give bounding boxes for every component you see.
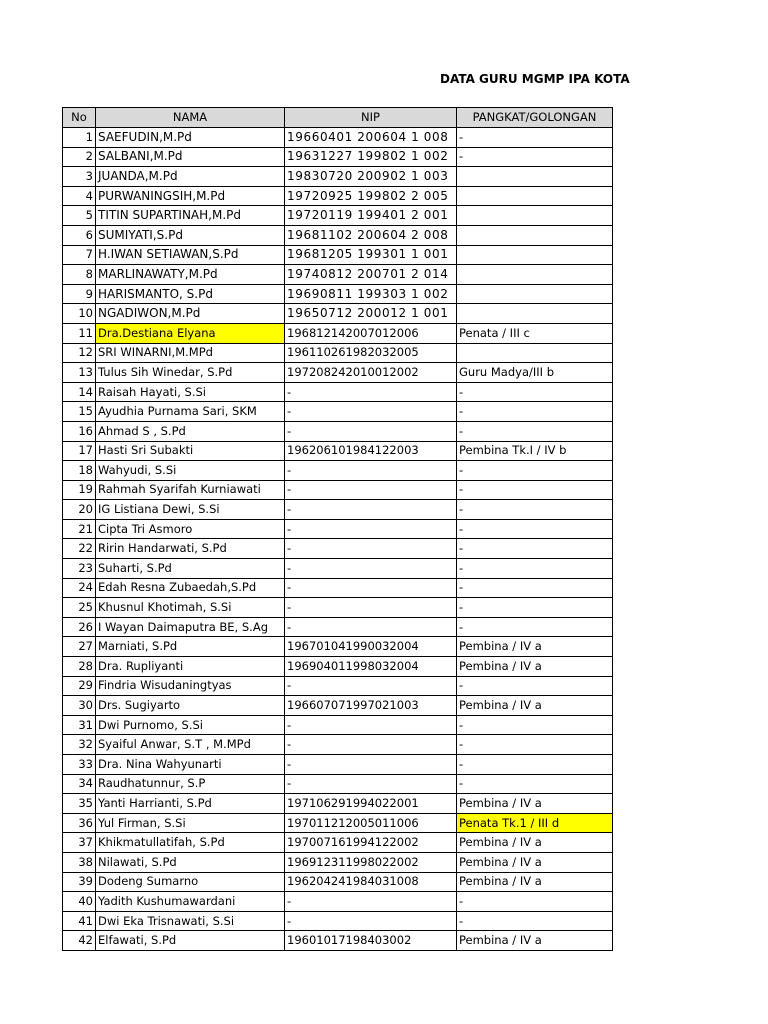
row-nip: 197106291994022001 xyxy=(285,794,457,814)
row-nip: - xyxy=(285,559,457,579)
table-row xyxy=(63,559,613,579)
row-pangkat: Penata Tk.1 / III d xyxy=(457,813,613,833)
table-row xyxy=(63,284,613,304)
table-row xyxy=(63,637,613,657)
row-nip: 197011212005011006 xyxy=(285,813,457,833)
row-nip: 19601017198403002 xyxy=(285,931,457,951)
row-nip: 196607071997021003 xyxy=(285,696,457,716)
row-nip: - xyxy=(285,598,457,618)
teacher-table xyxy=(62,107,613,951)
row-nama: Dwi Purnomo, S.Si xyxy=(96,715,285,735)
table-body xyxy=(63,128,613,951)
table-row xyxy=(63,225,613,245)
row-nip: 19681102 200604 2 008 xyxy=(285,225,457,245)
row-nip: - xyxy=(285,578,457,598)
row-pangkat: Pembina / IV a xyxy=(457,872,613,892)
row-no: 17 xyxy=(63,441,96,461)
table-row xyxy=(63,186,613,206)
row-pangkat: - xyxy=(457,147,613,167)
row-pangkat: Pembina / IV a xyxy=(457,852,613,872)
row-pangkat: - xyxy=(457,598,613,618)
table-row xyxy=(63,206,613,226)
row-nama: SUMIYATI,S.Pd xyxy=(96,225,285,245)
row-nip: - xyxy=(285,892,457,912)
row-no: 29 xyxy=(63,676,96,696)
row-nip: - xyxy=(285,676,457,696)
row-pangkat xyxy=(457,186,613,206)
row-pangkat: Pembina / IV a xyxy=(457,637,613,657)
row-nip: - xyxy=(285,539,457,559)
row-nip: - xyxy=(285,755,457,775)
table-row xyxy=(63,892,613,912)
row-no: 40 xyxy=(63,892,96,912)
row-nip: 19720925 199802 2 005 xyxy=(285,186,457,206)
row-no: 10 xyxy=(63,304,96,324)
row-pangkat: - xyxy=(457,402,613,422)
document-title: DATA GURU MGMP IPA KOTA xyxy=(440,72,630,86)
row-no: 16 xyxy=(63,421,96,441)
row-nama: Wahyudi, S.Si xyxy=(96,461,285,481)
row-pangkat: - xyxy=(457,578,613,598)
row-no: 2 xyxy=(63,147,96,167)
row-no: 39 xyxy=(63,872,96,892)
row-nip: - xyxy=(285,519,457,539)
table-row xyxy=(63,617,613,637)
row-nip: - xyxy=(285,461,457,481)
row-nama: Tulus Sih Winedar, S.Pd xyxy=(96,363,285,383)
table-row xyxy=(63,774,613,794)
row-no: 3 xyxy=(63,167,96,187)
row-no: 9 xyxy=(63,284,96,304)
row-no: 35 xyxy=(63,794,96,814)
row-no: 36 xyxy=(63,813,96,833)
row-nama: Findria Wisudaningtyas xyxy=(96,676,285,696)
row-pangkat: Pembina / IV a xyxy=(457,696,613,716)
row-pangkat: - xyxy=(457,382,613,402)
row-pangkat: - xyxy=(457,676,613,696)
row-no: 31 xyxy=(63,715,96,735)
table-row xyxy=(63,421,613,441)
row-nip: 196110261982032005 xyxy=(285,343,457,363)
row-nama: Dodeng Sumarno xyxy=(96,872,285,892)
row-no: 28 xyxy=(63,657,96,677)
row-nama: MARLINAWATY,M.Pd xyxy=(96,265,285,285)
table-row xyxy=(63,598,613,618)
row-nama: Ayudhia Purnama Sari, SKM xyxy=(96,402,285,422)
table-row xyxy=(63,304,613,324)
table-row xyxy=(63,696,613,716)
row-no: 26 xyxy=(63,617,96,637)
row-pangkat: - xyxy=(457,500,613,520)
table-row xyxy=(63,167,613,187)
row-no: 14 xyxy=(63,382,96,402)
row-pangkat: - xyxy=(457,559,613,579)
row-no: 30 xyxy=(63,696,96,716)
row-nama: TITIN SUPARTINAH,M.Pd xyxy=(96,206,285,226)
row-no: 21 xyxy=(63,519,96,539)
row-pangkat xyxy=(457,245,613,265)
row-nip: - xyxy=(285,382,457,402)
row-nip: 19650712 200012 1 001 xyxy=(285,304,457,324)
row-no: 32 xyxy=(63,735,96,755)
row-pangkat: Pembina / IV a xyxy=(457,833,613,853)
row-nip: 19830720 200902 1 003 xyxy=(285,167,457,187)
table-row xyxy=(63,363,613,383)
row-nama: Elfawati, S.Pd xyxy=(96,931,285,951)
row-no: 41 xyxy=(63,911,96,931)
row-pangkat: Pembina Tk.I / IV b xyxy=(457,441,613,461)
row-pangkat: - xyxy=(457,911,613,931)
row-nip: 19740812 200701 2 014 xyxy=(285,265,457,285)
row-nip: 197208242010012002 xyxy=(285,363,457,383)
row-nip: - xyxy=(285,774,457,794)
row-nama: Dra.Destiana Elyana xyxy=(96,323,285,343)
table-row xyxy=(63,128,613,148)
row-pangkat: - xyxy=(457,461,613,481)
table-row xyxy=(63,794,613,814)
row-nip: 196912311998022002 xyxy=(285,852,457,872)
table-row xyxy=(63,735,613,755)
row-nama: Nilawati, S.Pd xyxy=(96,852,285,872)
row-pangkat: Guru Madya/III b xyxy=(457,363,613,383)
table-row xyxy=(63,323,613,343)
table-row xyxy=(63,755,613,775)
row-pangkat: - xyxy=(457,774,613,794)
row-pangkat: - xyxy=(457,735,613,755)
table-row xyxy=(63,578,613,598)
row-nip: 19631227 199802 1 002 xyxy=(285,147,457,167)
row-pangkat: - xyxy=(457,715,613,735)
row-pangkat xyxy=(457,206,613,226)
row-nama: SAEFUDIN,M.Pd xyxy=(96,128,285,148)
row-no: 19 xyxy=(63,480,96,500)
row-nama: Hasti Sri Subakti xyxy=(96,441,285,461)
row-nama: Drs. Sugiyarto xyxy=(96,696,285,716)
row-nip: - xyxy=(285,500,457,520)
row-pangkat: - xyxy=(457,892,613,912)
row-pangkat: - xyxy=(457,480,613,500)
row-no: 20 xyxy=(63,500,96,520)
row-no: 12 xyxy=(63,343,96,363)
table-row xyxy=(63,539,613,559)
row-nip: 19720119 199401 2 001 xyxy=(285,206,457,226)
header-nip: NIP xyxy=(285,108,457,128)
row-nip: 197007161994122002 xyxy=(285,833,457,853)
row-pangkat: - xyxy=(457,539,613,559)
row-no: 42 xyxy=(63,931,96,951)
row-nama: Dra. Rupliyanti xyxy=(96,657,285,677)
table-row xyxy=(63,852,613,872)
row-no: 7 xyxy=(63,245,96,265)
row-nama: Dwi Eka Trisnawati, S.Si xyxy=(96,911,285,931)
row-no: 15 xyxy=(63,402,96,422)
table-row xyxy=(63,500,613,520)
row-nama: H.IWAN SETIAWAN,S.Pd xyxy=(96,245,285,265)
row-nip: - xyxy=(285,402,457,422)
row-nama: Dra. Nina Wahyunarti xyxy=(96,755,285,775)
row-pangkat xyxy=(457,343,613,363)
table-row xyxy=(63,872,613,892)
row-pangkat: Pembina / IV a xyxy=(457,794,613,814)
row-no: 25 xyxy=(63,598,96,618)
table-row xyxy=(63,657,613,677)
row-nama: Ririn Handarwati, S.Pd xyxy=(96,539,285,559)
row-no: 11 xyxy=(63,323,96,343)
table-header-row xyxy=(63,108,613,128)
row-no: 23 xyxy=(63,559,96,579)
row-nama: Ahmad S , S.Pd xyxy=(96,421,285,441)
row-nama: SRI WINARNI,M.MPd xyxy=(96,343,285,363)
table-row xyxy=(63,461,613,481)
row-nama: Khikmatullatifah, S.Pd xyxy=(96,833,285,853)
row-no: 13 xyxy=(63,363,96,383)
row-nama: HARISMANTO, S.Pd xyxy=(96,284,285,304)
row-nama: Yul Firman, S.Si xyxy=(96,813,285,833)
row-nip: 196812142007012006 xyxy=(285,323,457,343)
row-pangkat xyxy=(457,284,613,304)
table-row xyxy=(63,343,613,363)
table-row xyxy=(63,402,613,422)
table-row xyxy=(63,676,613,696)
row-pangkat: - xyxy=(457,421,613,441)
row-no: 5 xyxy=(63,206,96,226)
table-row xyxy=(63,382,613,402)
table-row xyxy=(63,911,613,931)
row-pangkat: - xyxy=(457,519,613,539)
row-nip: - xyxy=(285,421,457,441)
row-nip: 19690811 199303 1 002 xyxy=(285,284,457,304)
table-row xyxy=(63,813,613,833)
row-pangkat: - xyxy=(457,617,613,637)
row-no: 4 xyxy=(63,186,96,206)
row-nama: Edah Resna Zubaedah,S.Pd xyxy=(96,578,285,598)
row-no: 24 xyxy=(63,578,96,598)
row-no: 34 xyxy=(63,774,96,794)
row-no: 37 xyxy=(63,833,96,853)
row-nip: - xyxy=(285,911,457,931)
row-nip: - xyxy=(285,715,457,735)
table-row xyxy=(63,833,613,853)
header-no: No xyxy=(63,108,96,128)
table-row xyxy=(63,519,613,539)
row-pangkat: - xyxy=(457,755,613,775)
table-row xyxy=(63,265,613,285)
row-nama: Raudhatunnur, S.P xyxy=(96,774,285,794)
row-nama: Khusnul Khotimah, S.Si xyxy=(96,598,285,618)
row-nip: - xyxy=(285,617,457,637)
row-nama: NGADIWON,M.Pd xyxy=(96,304,285,324)
row-pangkat xyxy=(457,167,613,187)
table-row xyxy=(63,245,613,265)
row-pangkat: Penata / III c xyxy=(457,323,613,343)
row-no: 8 xyxy=(63,265,96,285)
table-row xyxy=(63,715,613,735)
row-nip: 196206101984122003 xyxy=(285,441,457,461)
row-nama: Syaiful Anwar, S.T , M.MPd xyxy=(96,735,285,755)
row-pangkat: - xyxy=(457,128,613,148)
row-pangkat xyxy=(457,225,613,245)
table-row xyxy=(63,480,613,500)
row-nama: JUANDA,M.Pd xyxy=(96,167,285,187)
row-nama: IG Listiana Dewi, S.Si xyxy=(96,500,285,520)
header-pangkat: PANGKAT/GOLONGAN xyxy=(457,108,613,128)
row-pangkat: Pembina / IV a xyxy=(457,657,613,677)
row-no: 1 xyxy=(63,128,96,148)
row-nip: 196204241984031008 xyxy=(285,872,457,892)
row-nama: Cipta Tri Asmoro xyxy=(96,519,285,539)
row-pangkat xyxy=(457,265,613,285)
row-nama: Rahmah Syarifah Kurniawati xyxy=(96,480,285,500)
row-nip: 19681205 199301 1 001 xyxy=(285,245,457,265)
row-nama: Suharti, S.Pd xyxy=(96,559,285,579)
row-nama: SALBANI,M.Pd xyxy=(96,147,285,167)
row-nip: - xyxy=(285,735,457,755)
row-no: 38 xyxy=(63,852,96,872)
row-pangkat: Pembina / IV a xyxy=(457,931,613,951)
row-nip: - xyxy=(285,480,457,500)
header-nama: NAMA xyxy=(96,108,285,128)
row-nama: Yadith Kushumawardani xyxy=(96,892,285,912)
row-nip: 196904011998032004 xyxy=(285,657,457,677)
row-no: 33 xyxy=(63,755,96,775)
row-nama: Yanti Harrianti, S.Pd xyxy=(96,794,285,814)
row-no: 6 xyxy=(63,225,96,245)
table-row xyxy=(63,147,613,167)
row-no: 18 xyxy=(63,461,96,481)
row-no: 22 xyxy=(63,539,96,559)
row-nama: Marniati, S.Pd xyxy=(96,637,285,657)
table-row xyxy=(63,931,613,951)
row-no: 27 xyxy=(63,637,96,657)
row-nip: 19660401 200604 1 008 xyxy=(285,128,457,148)
row-nama: I Wayan Daimaputra BE, S.Ag xyxy=(96,617,285,637)
row-nama: PURWANINGSIH,M.Pd xyxy=(96,186,285,206)
row-nama: Raisah Hayati, S.Si xyxy=(96,382,285,402)
row-pangkat xyxy=(457,304,613,324)
table-row xyxy=(63,441,613,461)
row-nip: 196701041990032004 xyxy=(285,637,457,657)
